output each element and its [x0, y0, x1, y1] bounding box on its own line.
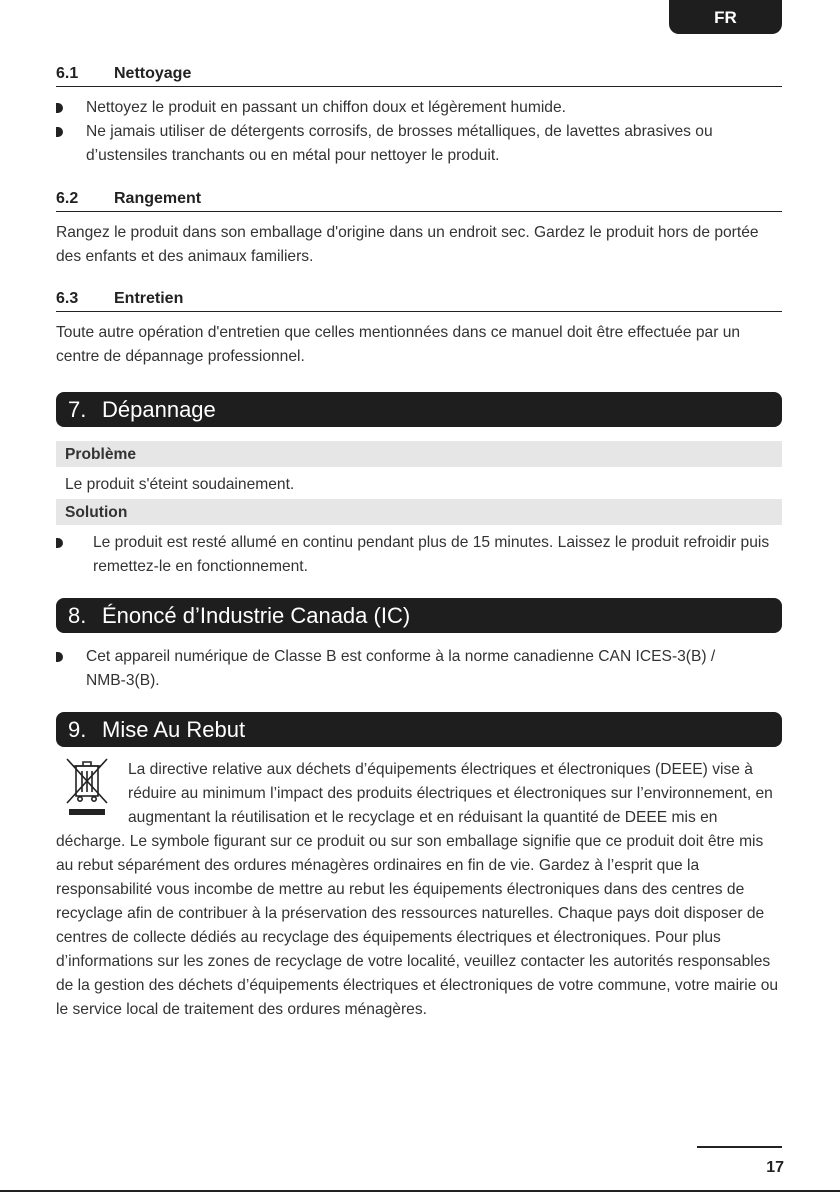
problem-text: Le produit s'éteint soudainement. — [65, 476, 295, 493]
bullet-text: Nettoyez le produit en passant un chiffon doux et légèrement humide. — [86, 99, 566, 116]
section-6-1-heading — [56, 65, 782, 87]
solution-label: Solution — [56, 499, 782, 525]
problem-label: Problème — [56, 441, 782, 467]
section-number: 6.3 — [56, 290, 79, 307]
section-9-heading — [56, 712, 782, 747]
paragraph: Rangez le produit dans son emballage d'origine dans un endroit sec. Gardez le produit hors de portée des enfants et des animaux familiers. — [56, 224, 759, 265]
section-6-3-heading — [56, 290, 782, 312]
bullet-marker-icon — [56, 103, 63, 113]
bullet-item — [56, 531, 784, 579]
section-number: 6.2 — [56, 190, 79, 207]
section-number: 7. — [68, 397, 87, 422]
disposal-paragraph — [56, 758, 784, 1022]
page-number: 17 — [766, 1159, 784, 1176]
bullet-item — [56, 120, 784, 168]
footer-rule — [697, 1146, 782, 1148]
section-6-2-heading — [56, 190, 782, 212]
section-title: Entretien — [114, 290, 184, 307]
language-tab: FR — [669, 0, 782, 34]
bullet-text: Le produit est resté allumé en continu pendant plus de 15 minutes. Laissez le produit refroidir puis remettez-le en fonctionnement. — [93, 534, 770, 575]
paragraph: Toute autre opération d'entretien que celles mentionnées dans ce manuel doit être effectuée par un centre de dépannage professionnel. — [56, 324, 741, 365]
section-title: Nettoyage — [114, 65, 192, 82]
section-title: Mise Au Rebut — [102, 717, 246, 742]
bullet-item — [56, 96, 784, 120]
section-7-heading — [56, 392, 782, 427]
bullet-text: Cet appareil numérique de Classe B est conforme à la norme canadienne CAN ICES-3(B) / NMB-3(B). — [86, 648, 716, 689]
section-number: 6.1 — [56, 65, 79, 82]
bullet-text: Ne jamais utiliser de détergents corrosifs, de brosses métalliques, de lavettes abrasives ou d’ustensiles tranchants ou en métal pour nettoyer le produit. — [86, 123, 713, 164]
section-8-heading — [56, 598, 782, 633]
bullet-item — [56, 645, 756, 693]
disposal-text: La directive relative aux déchets d’équipements électriques et électroniques (DEEE) vise à réduire au minimum l’impact des produits électriques et électroniques sur l’environnement, en augmentant la réutilisation et le recyclage et en réduisant la quantité de DEEE mis en décharge. Le symbole figurant sur ce produit ou sur son emballage signifie que ce produit doit être mis au rebut séparément des ordures ménagères ordinaires en fin de vie. Gardez à l’esprit que la responsabilité vous incombe de mettre au rebut les équipements électroniques dans des centres de recyclage afin de contribuer à la préservation des ressources naturelles. Chaque pays doit disposer de centres de collecte dédiés au recyclage des équipements électriques et électroniques. Pour plus d’informations sur les zones de recyclage de votre localité, veuillez contacter les autorités responsables de la gestion des déchets d’équipements électriques et électroniques de votre commune, votre mairie ou le service local de traitement des ordures ménagères. — [56, 761, 779, 1018]
weee-crossed-bin-icon — [62, 756, 112, 818]
bullet-marker-icon — [56, 538, 63, 548]
bullet-marker-icon — [56, 652, 63, 662]
section-number: 9. — [68, 717, 87, 742]
bullet-marker-icon — [56, 127, 63, 137]
section-title: Rangement — [114, 190, 202, 207]
section-title: Dépannage — [102, 397, 216, 422]
section-number: 8. — [68, 603, 87, 628]
section-title: Énoncé d’Industrie Canada (IC) — [102, 603, 411, 628]
